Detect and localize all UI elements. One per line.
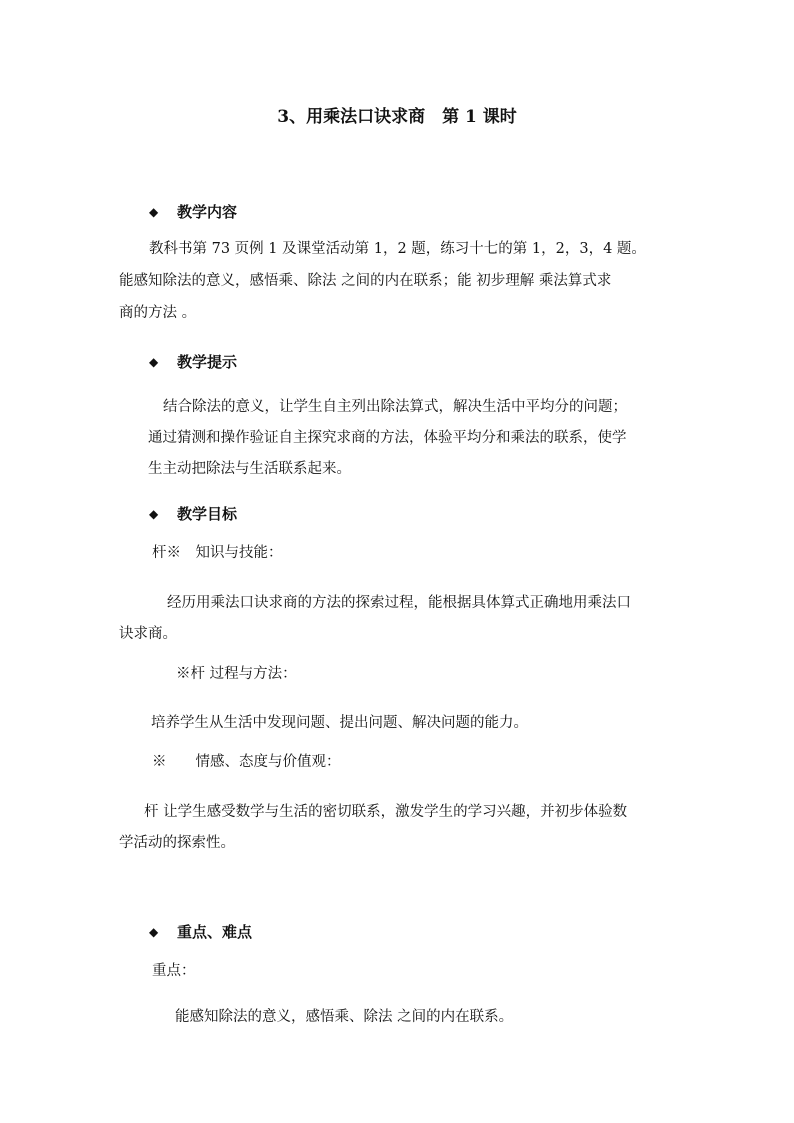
process-paragraph: 培养学生从生活中发现问题、提出问题、解决问题的能力。 [151, 715, 528, 731]
section-heading-goals [149, 504, 237, 524]
diamond-bullet-icon: ◆ [149, 507, 159, 521]
emotion-attitude-label: ※ 情感、态度与价值观： [152, 754, 341, 770]
diamond-bullet-icon: ◆ [149, 355, 159, 369]
section-heading-key-points-text: 重点、难点 [177, 923, 253, 941]
content-paragraph-line-2: 能感知除法的意义，感悟乘、除法 之间的内在联系；能 初步理解 乘法算式求 [119, 273, 612, 289]
section-heading-hint [149, 352, 237, 372]
section-heading-hint-text: 教学提示 [177, 353, 238, 371]
diamond-bullet-icon: ◆ [149, 205, 159, 219]
diamond-bullet-icon: ◆ [149, 925, 159, 939]
process-method-label: ※杆 过程与方法： [176, 666, 297, 682]
section-heading-content-text: 教学内容 [177, 203, 238, 221]
key-point-label: 重点： [152, 963, 196, 979]
section-heading-key-points [149, 922, 252, 942]
knowledge-paragraph-line-1: 经历用乘法口诀求商的方法的探索过程，能根据具体算式正确地用乘法口 [167, 595, 631, 611]
page-title: 3、用乘法口诀求商 第 1 课时 [277, 107, 517, 127]
content-paragraph-line-3: 商的方法 。 [119, 305, 197, 321]
knowledge-skills-label: 杆※ 知识与技能： [152, 545, 283, 561]
hint-paragraph-line-1: 结合除法的意义，让学生自主列出除法算式，解决生活中平均分的问题； [163, 399, 627, 415]
key-point-paragraph: 能感知除法的意义，感悟乘、除法 之间的内在联系。 [175, 1009, 514, 1025]
section-heading-goals-text: 教学目标 [177, 505, 238, 523]
hint-paragraph-line-3: 生主动把除法与生活联系起来。 [148, 461, 351, 477]
emotion-paragraph-line-1: 杆 让学生感受数学与生活的密切联系，激发学生的学习兴趣，并初步体验数 [144, 804, 628, 820]
hint-paragraph-line-2: 通过猜测和操作验证自主探究求商的方法，体验平均分和乘法的联系，使学 [148, 430, 627, 446]
content-paragraph-line-1: 教科书第 73 页例 1 及课堂活动第 1，2 题，练习十七的第 1，2，3，4 题。 [149, 241, 646, 257]
section-heading-content [149, 202, 237, 222]
knowledge-paragraph-line-2: 诀求商。 [119, 626, 177, 642]
emotion-paragraph-line-2: 学活动的探索性。 [119, 835, 235, 851]
